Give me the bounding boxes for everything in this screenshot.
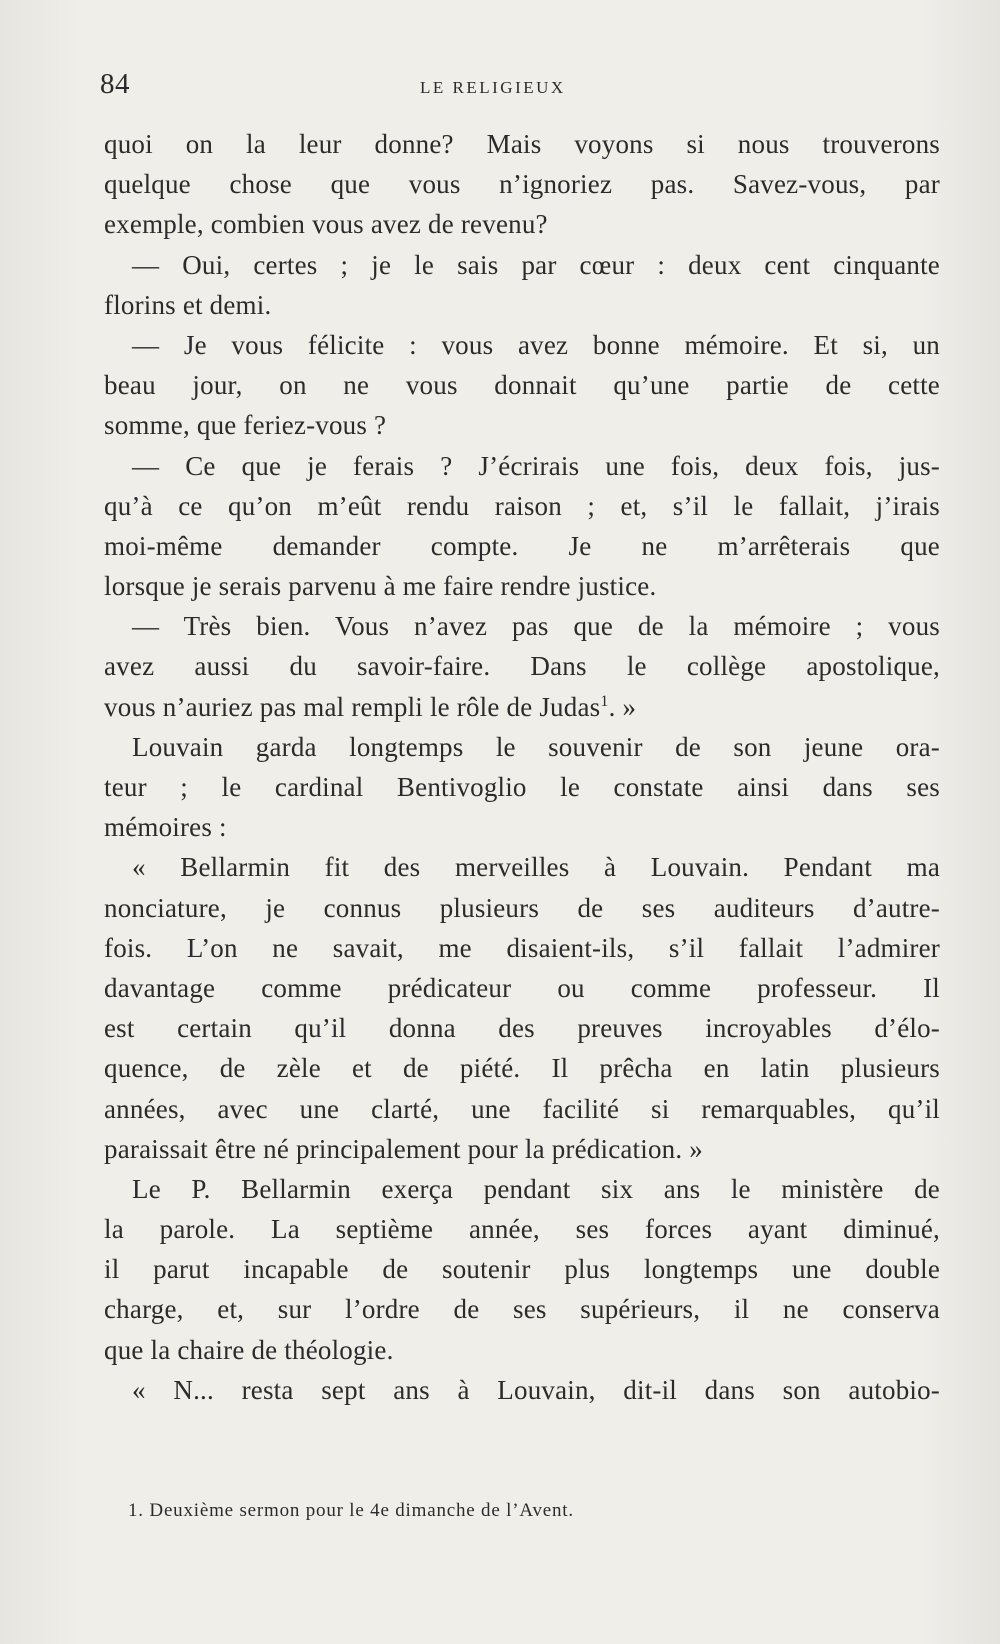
line-text: beau jour, on ne vous donnait qu’une partie de cette [104, 370, 940, 401]
line-tail: . » [608, 691, 637, 722]
body-text [104, 124, 940, 1410]
line-text: — Ce que je ferais ? J’écrirais une fois, deux fois, jus- [132, 450, 940, 481]
footnote-number: 1. [128, 1500, 144, 1521]
line-text: florins et demi. [104, 289, 272, 320]
page-number: 84 [100, 68, 130, 100]
footnote-reference: 1 [600, 692, 609, 710]
line-text: exemple, combien vous avez de revenu? [104, 209, 548, 240]
text-line [104, 646, 940, 686]
text-line [104, 1209, 940, 1249]
line-text: moi-même demander compte. Je ne m’arrêterais que [104, 530, 940, 561]
text-line [104, 1048, 940, 1088]
text-line [104, 1370, 940, 1410]
text-line [104, 245, 940, 285]
text-line [104, 727, 940, 767]
line-text: — Oui, certes ; je le sais par cœur : deux cent cinquante [132, 249, 940, 280]
text-line [104, 566, 940, 606]
text-line [104, 1289, 940, 1329]
page-header [100, 68, 940, 108]
running-title: LE RELIGIEUX [420, 78, 566, 97]
text-line [104, 325, 940, 365]
line-text: quoi on la leur donne? Mais voyons si nous trouverons [104, 129, 940, 159]
text-line [104, 888, 940, 928]
line-text: davantage comme prédicateur ou comme professeur. Il [104, 972, 940, 1003]
text-line [104, 687, 940, 727]
line-text: mémoires : [104, 812, 227, 843]
line-text: est certain qu’il donna des preuves incroyables d’élo- [104, 1013, 940, 1044]
text-line [104, 124, 940, 164]
line-text: — Très bien. Vous n’avez pas que de la mémoire ; vous [132, 611, 940, 642]
text-line [104, 285, 940, 325]
line-text: Louvain garda longtemps le souvenir de son jeune ora- [132, 731, 940, 762]
line-text: charge, et, sur l’ordre de ses supérieurs, il ne conserva [104, 1294, 940, 1325]
line-text: — Je vous félicite : vous avez bonne mémoire. Et si, un [132, 329, 940, 360]
line-text: « Bellarmin fit des merveilles à Louvain. Pendant ma [132, 852, 940, 883]
text-line [104, 606, 940, 646]
footnote-text: Deuxième sermon pour le 4e dimanche de l’Avent. [149, 1500, 574, 1521]
text-line [104, 1249, 940, 1289]
text-line [104, 365, 940, 405]
line-text: Le P. Bellarmin exerça pendant six ans le ministère de [132, 1173, 940, 1204]
text-line [104, 164, 940, 204]
line-text: teur ; le cardinal Bentivoglio le constate ainsi dans ses [104, 772, 940, 802]
line-text: quelque chose que vous n’ignoriez pas. Savez-vous, par [104, 169, 940, 200]
line-text: vous n’auriez pas mal rempli le rôle de Judas [104, 691, 601, 722]
line-text: somme, que feriez-vous ? [104, 410, 387, 441]
text-line [104, 1169, 940, 1209]
line-text: il parut incapable de soutenir plus longtemps une double [104, 1254, 940, 1285]
line-text: quence, de zèle et de piété. Il prêcha en latin plusieurs [104, 1053, 940, 1084]
line-text: paraissait être né principalement pour la prédication. » [104, 1133, 703, 1164]
text-line [104, 847, 940, 887]
text-line [104, 767, 940, 807]
line-text: « N... resta sept ans à Louvain, dit-il dans son autobio- [132, 1374, 940, 1405]
text-line [104, 928, 940, 968]
line-text: qu’à ce qu’on m’eût rendu raison ; et, s’il le fallait, j’irais [104, 490, 940, 521]
text-line [104, 1008, 940, 1048]
text-line [104, 1330, 940, 1370]
text-line [104, 807, 940, 847]
text-line [104, 446, 940, 486]
line-text: nonciature, je connus plusieurs de ses auditeurs d’autre- [104, 892, 940, 923]
footnote [128, 1500, 574, 1522]
line-text: que la chaire de théologie. [104, 1334, 394, 1365]
text-line [104, 1089, 940, 1129]
line-text: lorsque je serais parvenu à me faire rendre justice. [104, 571, 657, 602]
text-line [104, 405, 940, 445]
line-text: la parole. La septième année, ses forces ayant diminué, [104, 1214, 940, 1245]
text-line [104, 486, 940, 526]
line-text: années, avec une clarté, une facilité si remarquables, qu’il [104, 1093, 940, 1124]
line-text: fois. L’on ne savait, me disaient-ils, s’il fallait l’admirer [104, 932, 940, 963]
text-line [104, 526, 940, 566]
text-line [104, 204, 940, 244]
text-line [104, 968, 940, 1008]
text-line [104, 1129, 940, 1169]
line-text: avez aussi du savoir-faire. Dans le collège apostolique, [104, 651, 940, 682]
